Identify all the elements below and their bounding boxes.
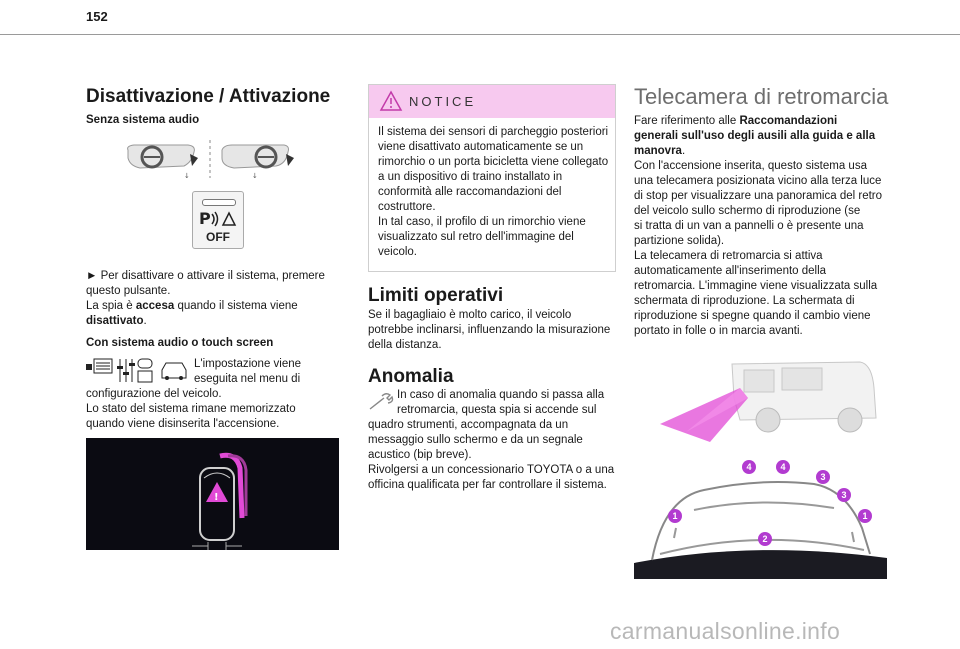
text-line: si tratta di un van a pannelli o è presente una (634, 220, 864, 232)
text-line: visualizzato sul retro dell'immagine del (378, 231, 574, 243)
text-line: Con l'accensione inserita, questo sistema usa (634, 160, 867, 172)
watermark: carmanualsonline.info (610, 618, 841, 644)
limits-text (368, 308, 618, 353)
warning-triangle-icon (379, 90, 403, 112)
instruction-line: ► Per disattivare o attivare il sistema, premere (86, 270, 325, 282)
anomaly-text (368, 418, 618, 493)
section-title-rear-camera: Telecamera di retromarcia (634, 84, 889, 109)
section-heading-anomaly: Anomalia (368, 366, 454, 387)
text-line: del veicolo sullo schermo di riproduzione (se (634, 205, 861, 217)
subheading-audio-touch: Con sistema audio o touch screen (86, 337, 274, 349)
text-line: In caso di anomalia quando si passa alla (397, 389, 605, 401)
text-line: In tal caso, il profilo di un rimorchio viene (378, 216, 586, 228)
notice-text (378, 125, 610, 260)
guideline-marker: 3 (837, 488, 851, 502)
text-line: partizione solida). (634, 235, 725, 247)
guideline-marker: 1 (668, 509, 682, 523)
notice-header (369, 85, 615, 118)
text-line: a un dispositivo di traino installato in (378, 171, 563, 183)
text-line: Rivolgersi a un concessionario TOYOTA o a una (368, 464, 615, 476)
van-camera-illustration (640, 358, 880, 450)
text-line: Se il bagagliaio è molto carico, il veicolo (368, 309, 572, 321)
text-line: messaggio sullo schermo e da un segnale (368, 434, 583, 446)
text-line: configurazione del veicolo. (86, 388, 222, 400)
text-line: portato in folle o in marcia avanti. (634, 325, 803, 337)
text-line: retromarcia, questa spia si accende sul (397, 404, 597, 416)
section-heading-deactivation: Disattivazione / Attivazione (86, 86, 331, 107)
status-line: La spia è accesa quando il sistema viene (86, 300, 298, 312)
text-line: La telecamera di retromarcia si attiva (634, 250, 823, 262)
rear-camera-view-image (634, 458, 887, 579)
text-line: acustico (bip breve). (368, 449, 472, 461)
svg-text:↓: ↓ (184, 172, 190, 180)
text-line: manovra. (634, 145, 686, 157)
text-line: di stop per visualizzare una panoramica del retro (634, 190, 883, 202)
rear-camera-text (634, 114, 890, 339)
intro-text: Fare riferimento alle (634, 115, 740, 127)
parking-sensor-icon (199, 209, 237, 229)
settings-text-line: eseguita nel menu di (194, 373, 301, 385)
reference-link-text: manovra (634, 145, 682, 157)
anomaly-text-indent (397, 388, 604, 418)
text-line: conformità alle raccomandazioni del (378, 186, 562, 198)
settings-text (86, 387, 336, 432)
instruction-line: questo pulsante. (86, 285, 171, 297)
guideline-marker: 4 (742, 460, 756, 474)
notice-title: NOTICE (409, 94, 477, 109)
guideline-marker: 4 (776, 460, 790, 474)
text-line: della distanza. (368, 339, 442, 351)
park-assist-off-button[interactable] (192, 191, 244, 249)
text-line: automaticamente all'inserimento della (634, 265, 827, 277)
text-line: viene disattivato automaticamente se un (378, 141, 584, 153)
settings-text-line: L'impostazione viene (194, 358, 302, 370)
text-line: riproduzione si spegne quando il cambio viene (634, 310, 871, 322)
text-line: rimorchio o un porta bicicletta viene collegato (378, 156, 609, 168)
wrench-icon (368, 392, 396, 412)
text-line: retromarcia. L'immagine viene visualizzata sulla (634, 280, 878, 292)
off-label: OFF (206, 230, 230, 244)
status-line: disattivato. (86, 315, 147, 327)
text-line: quando viene disinserita l'accensione. (86, 418, 280, 430)
guideline-marker: 1 (858, 509, 872, 523)
parking-display-image (86, 438, 339, 550)
text-line: potrebbe inclinarsi, influenzando la misurazione (368, 324, 611, 336)
text-line: schermata di riproduzione. La schermata di (634, 295, 855, 307)
header-divider (0, 34, 960, 35)
subheading-no-audio: Senza sistema audio (86, 114, 200, 126)
status-word: disattivato (86, 315, 144, 327)
indicator-led-icon (202, 199, 236, 206)
text-line (634, 129, 890, 144)
text-line: quadro strumenti, accompagnata da un (368, 419, 569, 431)
svg-text:↓: ↓ (252, 172, 258, 180)
settings-menu-icons (86, 356, 188, 386)
guideline-marker: 3 (816, 470, 830, 484)
deactivation-text (86, 269, 336, 329)
vehicle-top-view-icon (86, 438, 339, 550)
svg-text:!: ! (214, 492, 219, 503)
guideline-marker: 2 (758, 532, 772, 546)
status-word: accesa (135, 300, 175, 312)
reference-link-text: Raccomandazioni (739, 115, 838, 127)
text-line (634, 114, 890, 129)
text-line: una telecamera posizionata vicino alla terza luce (634, 175, 882, 187)
steering-wheel-lhd-rhd-icon (122, 138, 294, 180)
text-line: Il sistema dei sensori di parcheggio posteriori (378, 126, 609, 138)
text-line: veicolo. (378, 246, 417, 258)
svg-text:P: P (199, 209, 211, 228)
text-line: officina qualificata per far controllare il sistema. (368, 479, 607, 491)
page-number: 152 (86, 9, 108, 24)
reference-link-text: generali sull'uso degli ausili alla guida e alla (634, 130, 876, 142)
section-heading-limits: Limiti operativi (368, 285, 504, 306)
text-line: costruttore. (378, 201, 436, 213)
text-line: Lo stato del sistema rimane memorizzato (86, 403, 296, 415)
notice-box (368, 84, 616, 272)
